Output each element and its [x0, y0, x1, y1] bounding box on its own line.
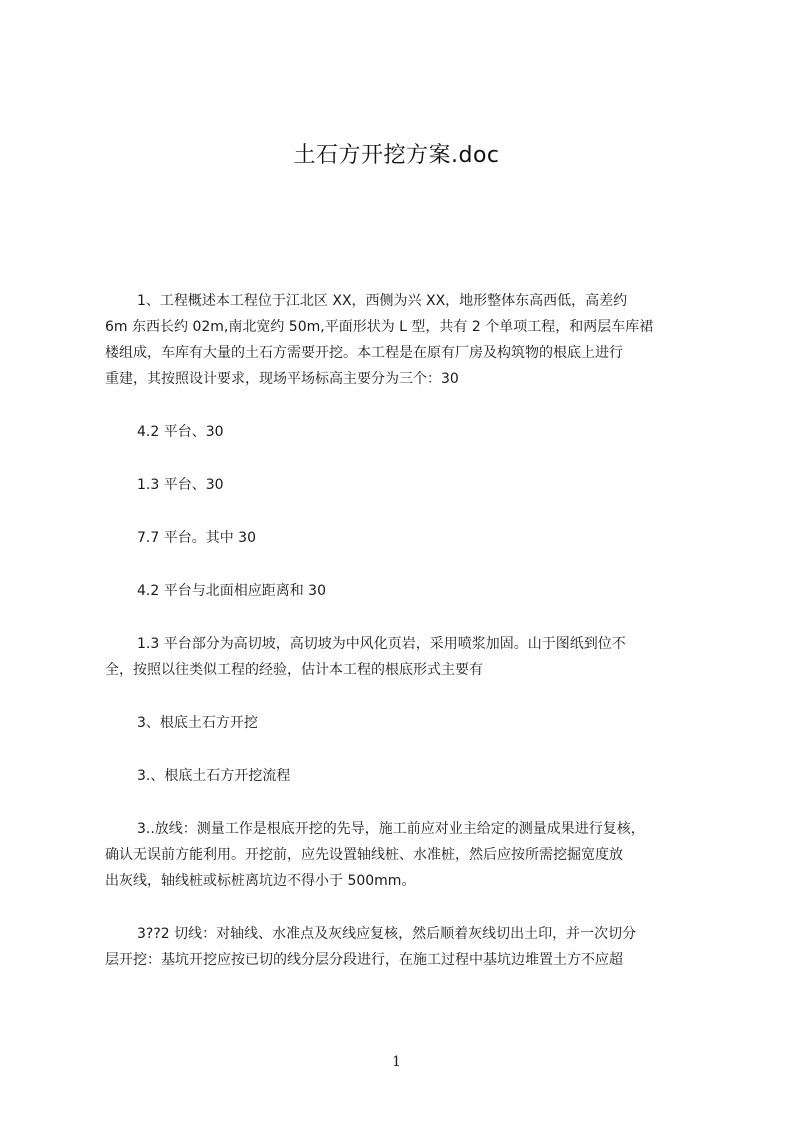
text-line: 1.3 平台、30: [137, 477, 224, 493]
text-line: 确认无误前方能利用。开挖前，应先设置轴线桩、水准桩，然后应按所需挖掘宽度放: [105, 847, 623, 863]
text-line: 重建，其按照设计要求，现场平场标高主要分为三个：30: [105, 371, 459, 387]
text-line: 层开挖：基坑开挖应按已切的线分层分段进行，在施工过程中基坑边堆置土方不应超: [105, 952, 623, 968]
text-line: 3、根底土石方开挖: [137, 715, 258, 731]
text-line: 6m 东西长约 02m,南北宽约 50m,平面形状为 L 型，共有 2 个单项工程，和两层车库裙: [105, 319, 654, 335]
text-line: 全，按照以往类似工程的经验，估计本工程的根底形式主要有: [105, 662, 483, 678]
document-title: 土石方开挖方案.doc: [293, 143, 500, 168]
text-line: 1.3 平台部分为高切坡，高切坡为中风化页岩，采用喷浆加固。山于图纸到位不: [137, 636, 626, 652]
text-line: 3??2 切线：对轴线、水准点及灰线应复核，然后顺着灰线切出土印，并一次切分: [137, 926, 637, 942]
paragraph-platform-3: [105, 525, 715, 551]
paragraph-setting-out: [105, 816, 715, 894]
text-line: 3..放线：测量工作是根底开挖的先导，施工前应对业主给定的测量成果进行复核，: [137, 821, 645, 837]
section-heading-excavation: [105, 710, 715, 736]
page-number: 1: [392, 1054, 401, 1070]
text-line: 出灰线，轴线桩或标桩离坑边不得小于 500mm。: [105, 873, 416, 889]
document-body: [105, 288, 715, 1000]
text-line: 1、工程概述本工程位于江北区 XX，西侧为兴 XX，地形整体东高西低，高差约: [137, 293, 628, 309]
text-line: 7.7 平台。其中 30: [137, 530, 256, 546]
paragraph-platform-1: [105, 419, 715, 445]
paragraph-high-slope: [105, 631, 715, 683]
text-line: 4.2 平台与北面相应距离和 30: [137, 583, 326, 599]
paragraph-platform-4: [105, 578, 715, 604]
paragraph-project-overview: [105, 288, 715, 392]
section-heading-excavation-flow: [105, 763, 715, 789]
text-line: 3.、根底土石方开挖流程: [137, 768, 291, 784]
paragraph-platform-2: [105, 472, 715, 498]
paragraph-cutting-line: [105, 921, 715, 973]
text-line: 4.2 平台、30: [137, 424, 224, 440]
text-line: 楼组成，车库有大量的土石方需要开挖。本工程是在原有厂房及构筑物的根底上进行: [105, 345, 623, 361]
